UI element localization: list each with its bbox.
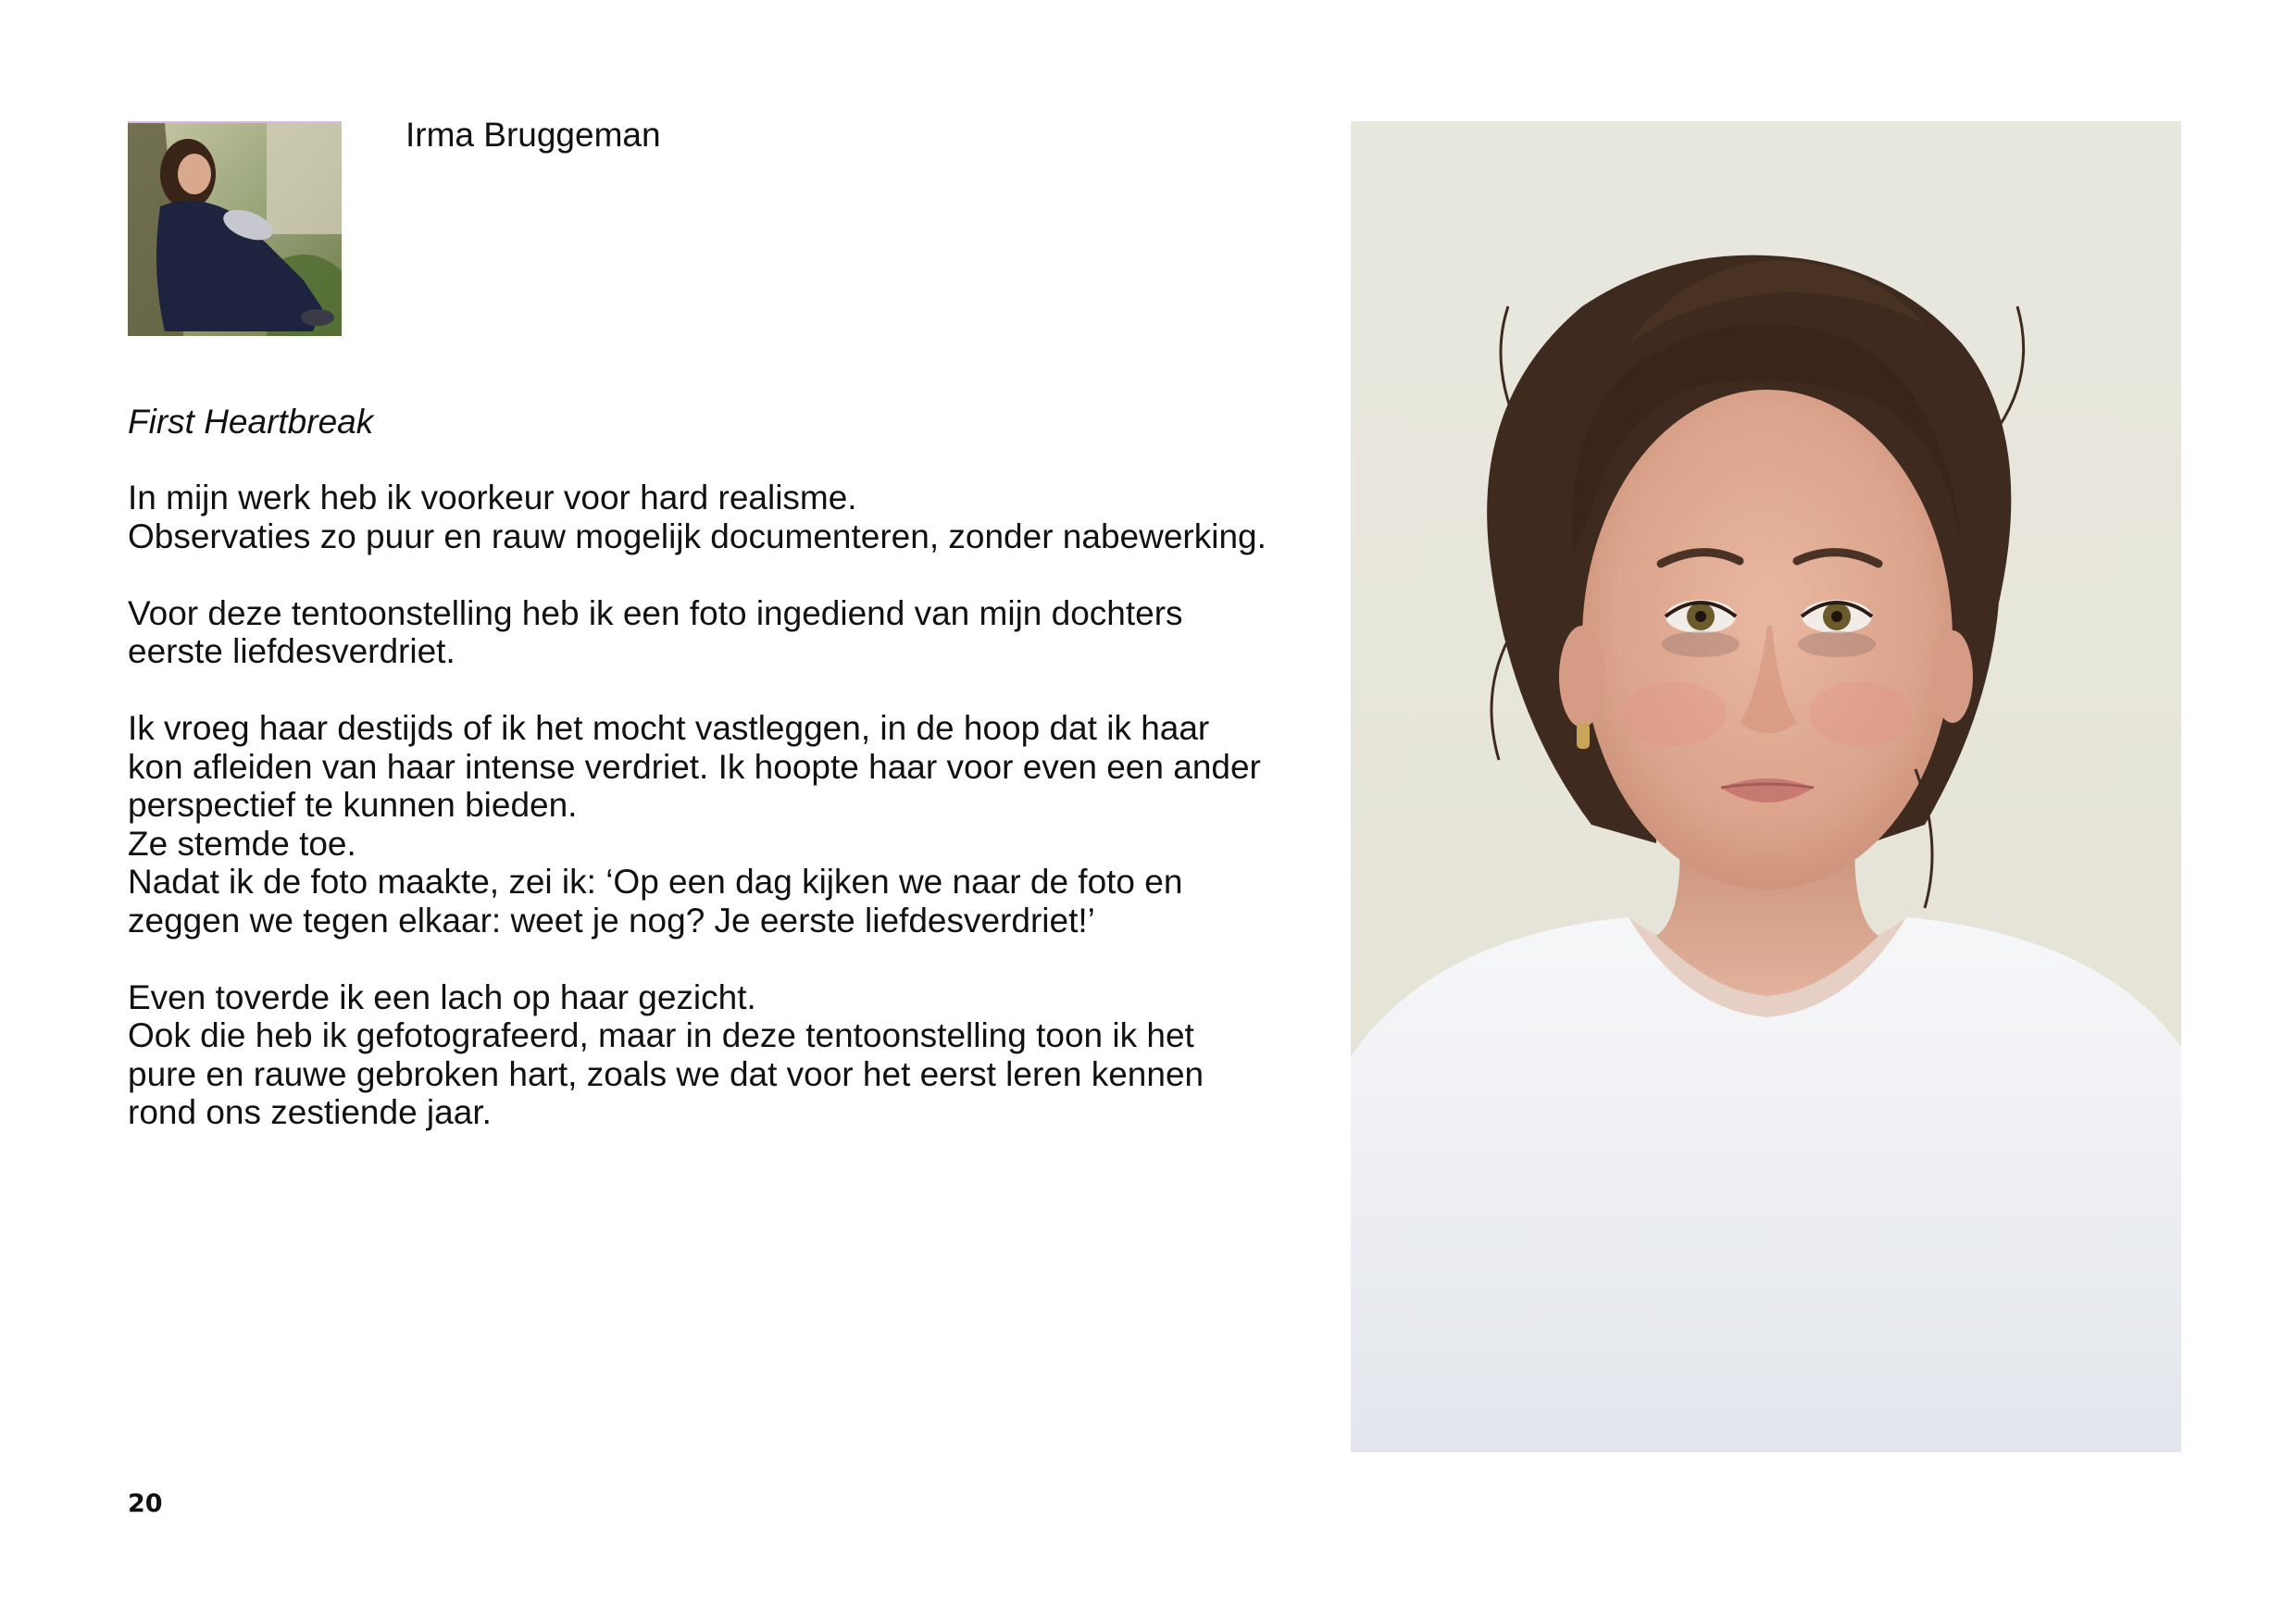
work-title: First Heartbreak (128, 403, 374, 441)
statement-line: zeggen we tegen elkaar: weet je nog? Je eerste liefdesverdriet!’ (128, 901, 1095, 940)
statement-line: Ook die heb ik gefotografeerd, maar in deze tentoonstelling toon ik het (128, 1016, 1194, 1054)
statement-line: pure en rauwe gebroken hart, zoals we dat voor het eerst leren kennen (128, 1054, 1204, 1093)
statement-line: In mijn werk heb ik voorkeur voor hard realisme. (128, 479, 857, 517)
statement-line: Ik vroeg haar destijds of ik het mocht vastleggen, in de hoop dat ik haar (128, 709, 1210, 747)
statement-paragraph (128, 594, 1331, 671)
statement-paragraph (128, 709, 1331, 940)
author-photo-illustration (128, 123, 342, 336)
portrait-photo-illustration (1351, 121, 2181, 1452)
statement-line: perspectief te kunnen bieden. (128, 786, 578, 824)
statement-line: eerste liefdesverdriet. (128, 632, 455, 670)
statement-line: Ze stemde toe. (128, 824, 356, 863)
statement-paragraph (128, 479, 1331, 555)
statement-line: Nadat ik de foto maakte, zei ik: ‘Op een dag kijken we naar de foto en (128, 863, 1183, 901)
artist-statement (128, 479, 1331, 1132)
statement-paragraph (128, 978, 1331, 1132)
author-photo (128, 121, 342, 336)
portrait-photo (1351, 121, 2181, 1452)
statement-line: rond ons zestiende jaar. (128, 1093, 492, 1131)
statement-line: Even toverde ik een lach op haar gezicht. (128, 977, 756, 1016)
statement-line: Voor deze tentoonstelling heb ik een foto ingediend van mijn dochters (128, 593, 1183, 632)
page-number: 20 (128, 1489, 163, 1518)
statement-line: kon afleiden van haar intense verdriet. Ik hoopte haar voor even een ander (128, 747, 1261, 786)
author-name: Irma Bruggeman (406, 116, 661, 154)
statement-line: Observaties zo puur en rauw mogelijk documenteren, zonder nabewerking. (128, 517, 1267, 555)
